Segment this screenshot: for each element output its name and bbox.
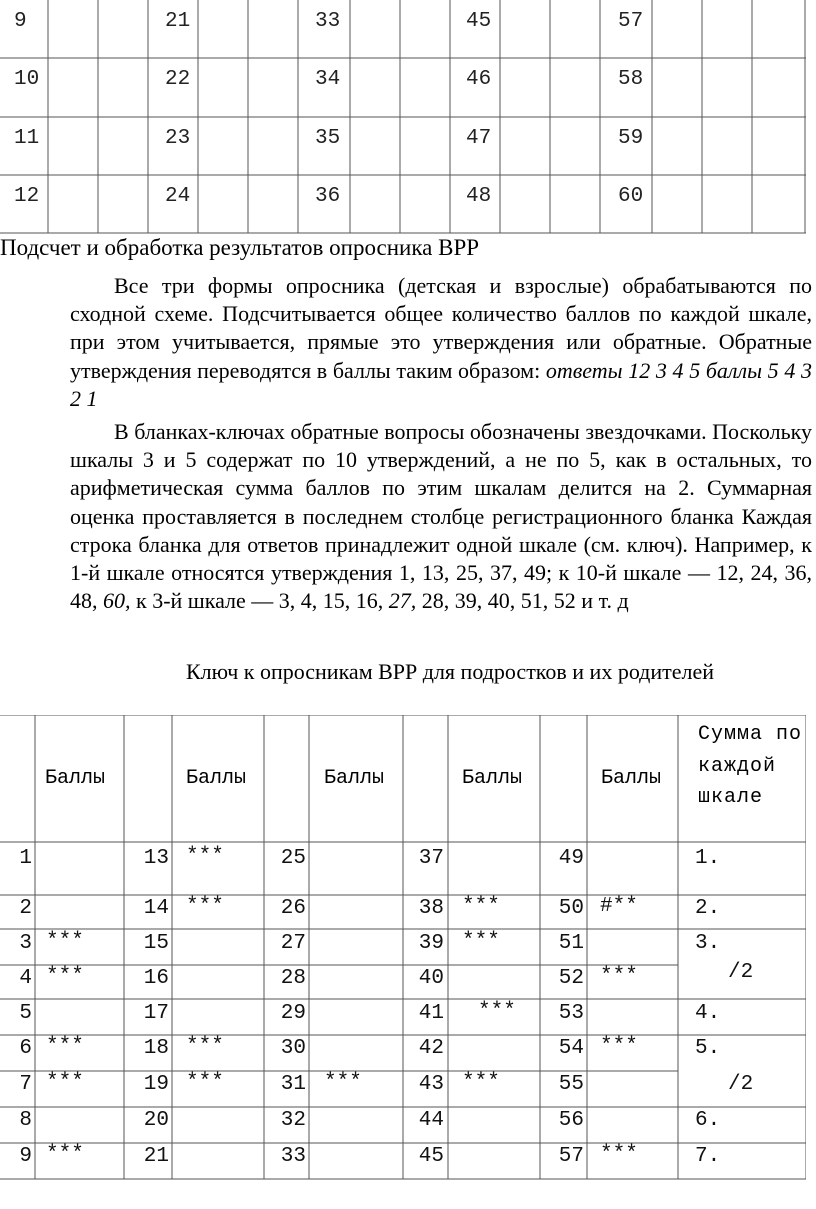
paragraph-text: В бланках-ключах обратные вопросы обозначены звездочками. Поскольку шкалы 3 и 5 содержат по 10 утверждений, а не по 5, как в остальных, то арифметическая сумма баллов по этим шкалам делится на 2. Суммарная оценка проставляется в последнем столбце регистрационного бланка Каждая строка бланка для ответов принадлежит одной шкале (см. ключ). Например, к 1-й шкале относятся утверждения 1, 13, 25, 37, 49; к 10-й шкале — 12, 24, 36, 48, [70, 419, 812, 614]
item-number: 7 [19, 1073, 32, 1096]
item-number: 39 [418, 932, 444, 955]
grid-number: 59 [618, 127, 644, 150]
reverse-item-mark: *** [462, 895, 500, 918]
item-number: 30 [280, 1037, 306, 1060]
scale-sum: 6. [695, 1109, 721, 1132]
grid-number: 11 [14, 127, 40, 150]
reverse-item-mark: *** [600, 965, 638, 988]
reverse-item-mark: *** [462, 930, 500, 953]
grid-number: 24 [165, 185, 191, 208]
grid-number: 10 [14, 68, 40, 91]
item-number: 40 [418, 967, 444, 990]
paragraph-text: 28, 39, 40, 51, 52 и т. д [416, 588, 629, 614]
grid-number: 58 [618, 68, 644, 91]
grid-number: 33 [315, 10, 341, 33]
reverse-item-mark: *** [324, 1071, 362, 1094]
item-number: 37 [418, 847, 444, 870]
item-number: 53 [558, 1002, 584, 1025]
reverse-item-mark: *** [600, 1035, 638, 1058]
item-number: 25 [280, 847, 306, 870]
column-header-points: Баллы [324, 767, 385, 790]
item-number: 15 [143, 932, 169, 955]
grid-number: 34 [315, 68, 341, 91]
scale-sum: 2. [695, 897, 721, 920]
item-number: 32 [280, 1109, 306, 1132]
item-number: 13 [143, 847, 169, 870]
reverse-item-mark: *** [46, 930, 84, 953]
item-number: 1 [19, 847, 32, 870]
answer-grid [0, 0, 806, 234]
item-number: 50 [558, 897, 584, 920]
reverse-item-mark: *** [186, 1035, 224, 1058]
item-number: 41 [418, 1002, 444, 1025]
item-number: 6 [19, 1037, 32, 1060]
reverse-item-mark: *** [46, 1071, 84, 1094]
key-table [0, 715, 806, 1209]
item-number: 27 [280, 932, 306, 955]
item-number: 44 [418, 1109, 444, 1132]
item-number: 21 [143, 1145, 169, 1168]
column-header-points: Баллы [45, 767, 106, 790]
paragraph-text: к 3-й шкале — 3, 4, 15, 16, [130, 588, 389, 614]
scale-sum: 1. [695, 847, 721, 870]
item-number: 19 [143, 1073, 169, 1096]
paragraph-reverse-items [70, 418, 812, 615]
item-number: 51 [558, 932, 584, 955]
reverse-item-mark: *** [186, 845, 224, 868]
reverse-item-mark: *** [462, 1071, 500, 1094]
item-number: 5 [19, 1002, 32, 1025]
item-number: 49 [558, 847, 584, 870]
column-header-sum: Сумма по каждой шкале [698, 723, 803, 809]
item-number: 55 [558, 1073, 584, 1096]
reverse-item-mark: *** [600, 1143, 638, 1166]
item-number: 29 [280, 1002, 306, 1025]
column-header-points: Баллы [186, 767, 247, 790]
grid-number: 46 [466, 68, 492, 91]
grid-number: 9 [14, 10, 27, 33]
grid-number: 23 [165, 127, 191, 150]
item-number: 17 [143, 1002, 169, 1025]
paragraph-italic: 60, [103, 588, 131, 614]
item-number: 42 [418, 1037, 444, 1060]
column-header-points: Баллы [601, 767, 662, 790]
paragraph-italic: 27, [388, 588, 417, 614]
grid-number: 22 [165, 68, 191, 91]
scale-sum: /2 [728, 961, 754, 984]
item-number: 56 [558, 1109, 584, 1132]
item-number: 52 [558, 967, 584, 990]
key-table-lines [0, 715, 806, 1209]
item-number: 38 [418, 897, 444, 920]
item-number: 3 [19, 932, 32, 955]
grid-number: 36 [315, 185, 341, 208]
grid-number: 12 [14, 185, 40, 208]
reverse-item-mark: *** [186, 895, 224, 918]
scale-sum: 7. [695, 1145, 721, 1168]
grid-number: 35 [315, 127, 341, 150]
item-number: 28 [280, 967, 306, 990]
item-number: 2 [19, 897, 32, 920]
item-number: 43 [418, 1073, 444, 1096]
scale-sum: 3. [695, 932, 721, 955]
item-number: 14 [143, 897, 169, 920]
item-number: 4 [19, 967, 32, 990]
reverse-item-mark: *** [186, 1071, 224, 1094]
grid-number: 47 [466, 127, 492, 150]
reverse-item-mark: *** [46, 1143, 84, 1166]
item-number: 33 [280, 1145, 306, 1168]
paragraph-scoring [70, 272, 812, 413]
grid-number: 45 [466, 10, 492, 33]
scale-sum: 4. [695, 1002, 721, 1025]
key-table-title: Ключ к опросникам ВРР для подростков и их родителей [185, 659, 715, 684]
column-header-points: Баллы [462, 767, 523, 790]
item-number: 54 [558, 1037, 584, 1060]
reverse-item-mark: *** [46, 1035, 84, 1058]
reverse-item-mark: *** [46, 965, 84, 988]
reverse-item-mark: *** [478, 1000, 516, 1023]
item-number: 26 [280, 897, 306, 920]
grid-number: 21 [165, 10, 191, 33]
answer-grid-lines [0, 0, 806, 234]
item-number: 9 [19, 1145, 32, 1168]
item-number: 45 [418, 1145, 444, 1168]
section-heading: Подсчет и обработка результатов опросника ВРР [0, 235, 480, 260]
item-number: 16 [143, 967, 169, 990]
grid-number: 60 [618, 185, 644, 208]
item-number: 31 [280, 1073, 306, 1096]
paragraph-text: Все три формы опросника (детская и взрослые) обрабатываются по сходной схеме. Подсчитывается общее количество баллов по каждой шкале, при этом учитывается, прямые это утверждения или обратные. Обратные утверждения переводятся в баллы таким образом: [70, 273, 812, 383]
item-number: 20 [143, 1109, 169, 1132]
reverse-item-mark: #** [600, 895, 638, 918]
scale-sum: 5. [695, 1037, 721, 1060]
grid-number: 48 [466, 185, 492, 208]
item-number: 8 [19, 1109, 32, 1132]
grid-number: 57 [618, 10, 644, 33]
paragraph-italic: ответы 12 3 4 5 баллы 5 4 3 2 1 [70, 357, 812, 411]
scale-sum: /2 [728, 1073, 754, 1096]
item-number: 57 [558, 1145, 584, 1168]
item-number: 18 [143, 1037, 169, 1060]
